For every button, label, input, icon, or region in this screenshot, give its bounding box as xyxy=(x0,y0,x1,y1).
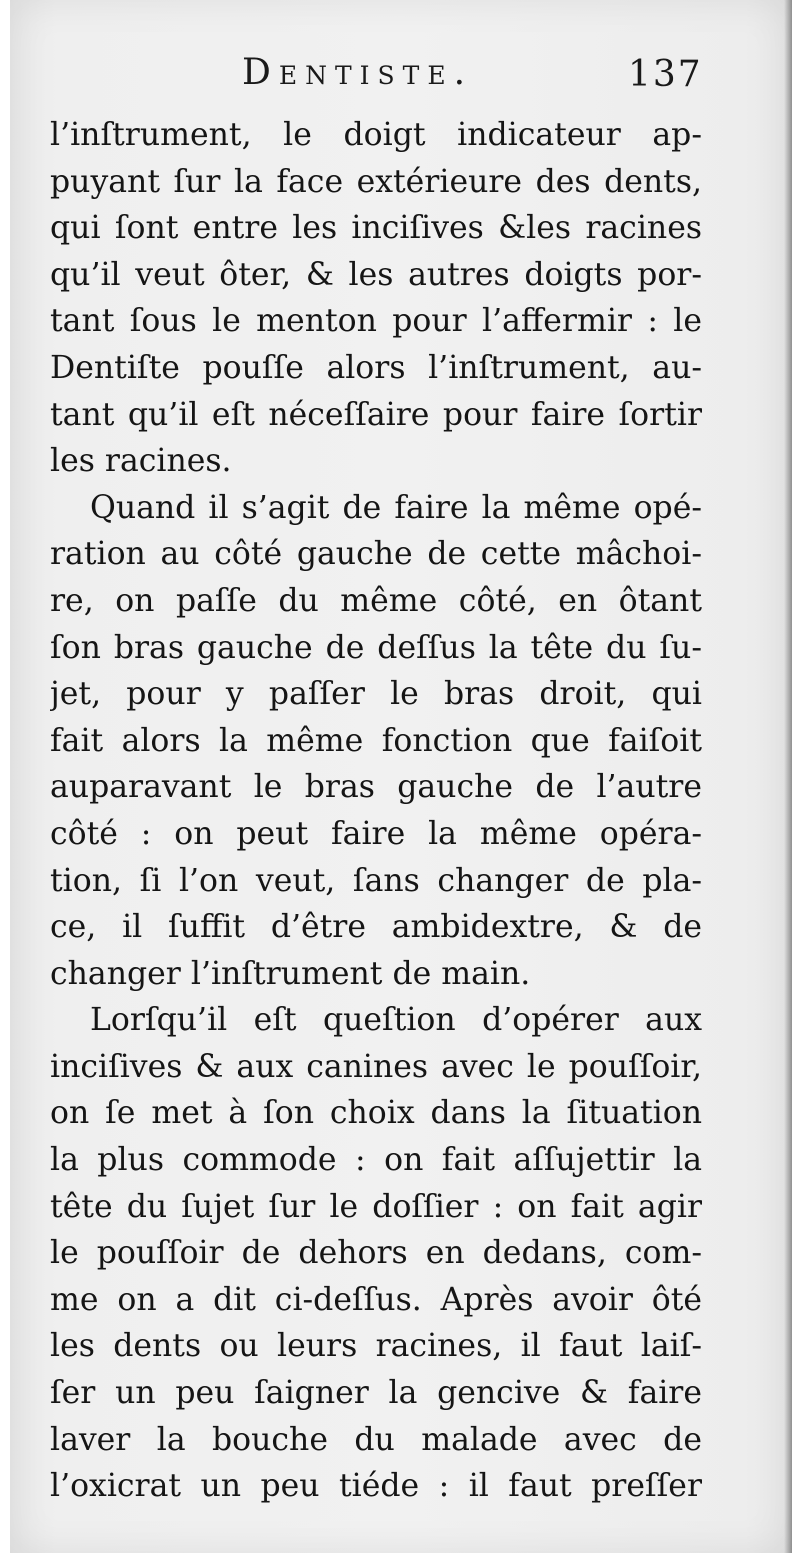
page-header xyxy=(10,52,792,112)
text-line: côté : on peut faire la même opéra- xyxy=(50,815,702,852)
text-line: Quand il s’agit de faire la même opé- xyxy=(90,489,702,526)
text-line: jet, pour y paſſer le bras droit, qui xyxy=(50,676,702,713)
text-line: la plus commode : on fait aſſujettir la xyxy=(50,1142,702,1179)
text-line: tion, ſi l’on veut, ſans changer de pla- xyxy=(50,862,702,899)
text-line: ce, il ſuffit d’être ambidextre, & de xyxy=(50,909,702,946)
text-line: ration au côté gauche de cette mâchoi- xyxy=(50,536,702,573)
text-line: Dentiſte pouſſe alors l’inſtrument, au- xyxy=(50,349,702,386)
text-line: puyant ſur la face extérieure des dents, xyxy=(50,163,702,200)
paragraph-2 xyxy=(50,485,702,998)
text-line: auparavant le bras gauche de l’autre xyxy=(50,769,702,806)
text-line: changer l’inſtrument de main. xyxy=(50,955,531,992)
paragraph-1 xyxy=(50,112,702,485)
text-line: qu’il veut ôter, & les autres doigts por- xyxy=(50,256,702,293)
book-page xyxy=(10,0,792,1553)
text-line: tant qu’il eſt néceſſaire pour faire ſortir xyxy=(50,396,702,433)
text-line: ſon bras gauche de deſſus la tête du ſu- xyxy=(50,629,702,666)
text-line: l’oxicrat un peu tiéde : il faut preſſer xyxy=(50,1468,702,1505)
text-line: me on a dit ci-deſſus. Après avoir ôté xyxy=(50,1281,702,1318)
text-line: le pouſſoir de dehors en dedans, com- xyxy=(50,1235,702,1272)
text-line: re, on paſſe du même côté, en ôtant xyxy=(50,582,702,619)
text-line: qui ſont entre les inciſives &les racines xyxy=(50,210,702,247)
text-line: l’inſtrument, le doigt indicateur ap- xyxy=(50,117,702,153)
text-line: inciſives & aux canines avec le pouſſoir, xyxy=(50,1048,702,1085)
text-line: les racines. xyxy=(50,443,232,480)
text-line: tant ſous le menton pour l’affermir : le xyxy=(50,303,702,340)
page-edge-shadow xyxy=(784,0,792,1553)
text-line: ſer un peu ſaigner la gencive & faire xyxy=(50,1375,702,1412)
text-line: fait alors la même fonction que faiſoit xyxy=(50,722,702,759)
text-line: les dents ou leurs racines, il faut laiſ- xyxy=(50,1328,702,1365)
running-head: Dentiste. xyxy=(242,52,474,93)
page-number: 137 xyxy=(628,54,703,95)
text-line: on ſe met à ſon choix dans la ſituation xyxy=(50,1095,702,1132)
body-text xyxy=(50,112,702,1510)
text-line: tête du ſujet ſur le doſſier : on fait agir xyxy=(50,1188,702,1225)
paragraph-3 xyxy=(50,997,702,1510)
text-line: Lorſqu’il eſt queſtion d’opérer aux xyxy=(90,1002,702,1039)
text-line: laver la bouche du malade avec de xyxy=(50,1421,702,1458)
